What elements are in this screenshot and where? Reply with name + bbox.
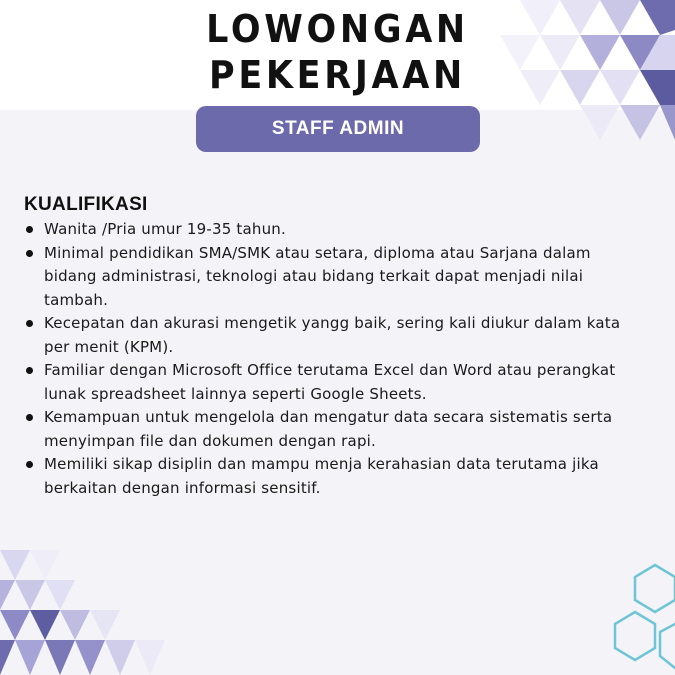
bullet-icon xyxy=(26,414,33,421)
hexagon-decoration xyxy=(615,565,675,668)
list-item xyxy=(24,312,644,359)
triangle-pattern-bottom-left xyxy=(0,550,165,675)
bullet-icon xyxy=(26,250,33,257)
list-item xyxy=(24,218,644,242)
bullet-icon xyxy=(26,367,33,374)
list-item xyxy=(24,242,644,313)
list-item-text: Wanita /Pria umur 19-35 tahun. xyxy=(44,220,286,238)
position-banner: STAFF ADMIN xyxy=(196,106,480,152)
list-item-text: Kecepatan dan akurasi mengetik yangg baik, sering kali diukur dalam kata per menit (KPM). xyxy=(44,314,621,356)
bullet-icon xyxy=(26,320,33,327)
list-item xyxy=(24,453,644,500)
list-item xyxy=(24,359,644,406)
list-item-text: Familiar dengan Microsoft Office terutama Excel dan Word atau perangkat lunak spreadsheet lainnya seperti Google Sheets. xyxy=(44,361,616,403)
list-item-text: Memiliki sikap disiplin dan mampu menja kerahasian data terutama jika berkaitan dengan informasi sensitif. xyxy=(44,455,599,497)
list-item xyxy=(24,406,644,453)
bullet-icon xyxy=(26,226,33,233)
list-item-text: Kemampuan untuk mengelola dan mengatur data secara sistematis serta menyimpan file dan dokumen dengan rapi. xyxy=(44,408,613,450)
page-title-line1: LOWONGAN xyxy=(206,7,469,51)
list-item-text: Minimal pendidikan SMA/SMK atau setara, diploma atau Sarjana dalam bidang administrasi, teknologi atau bidang terkait dapat menjadi nilai tambah. xyxy=(44,243,591,309)
qualifications-list xyxy=(24,218,644,500)
page-title-line2: PEKERJAAN xyxy=(209,53,466,97)
bullet-icon xyxy=(26,461,33,468)
qualifications-heading: KUALIFIKASI xyxy=(24,194,148,215)
